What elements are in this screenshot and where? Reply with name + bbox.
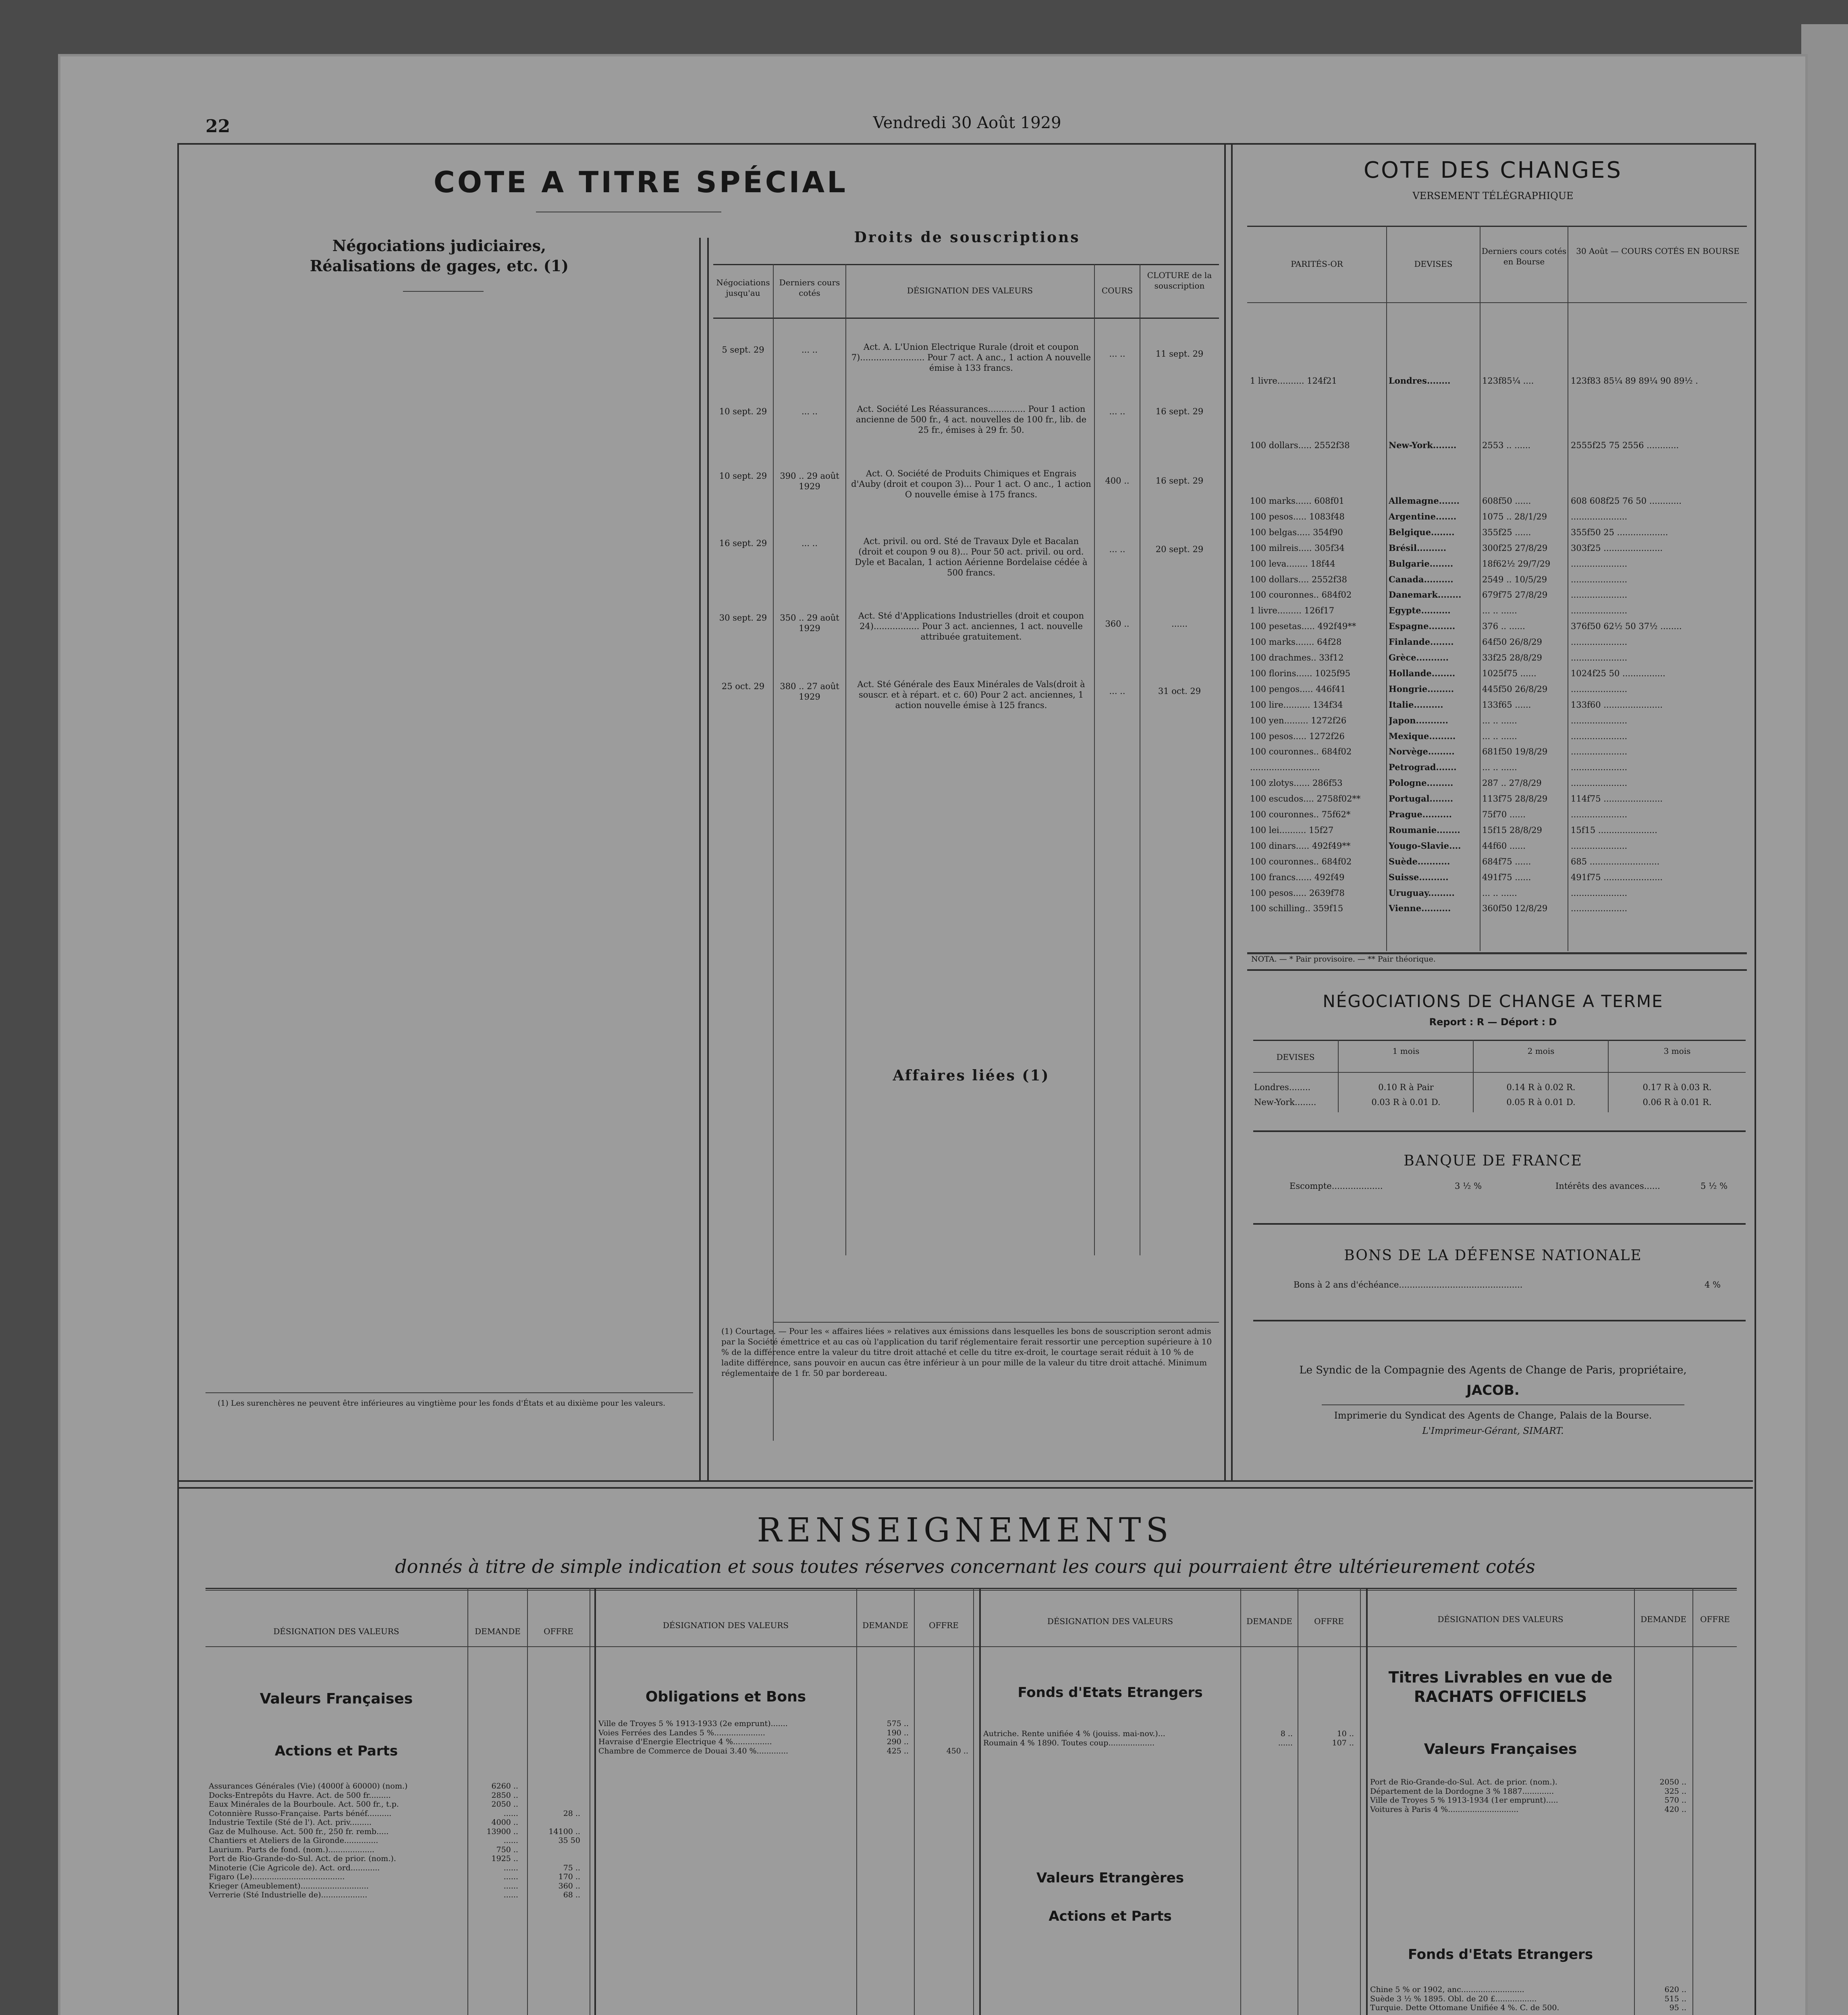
page-number: 22 [206, 116, 230, 137]
rens-demande: 8 .. [1280, 1729, 1293, 1738]
changes-derniers: 75f70 ...... [1482, 810, 1526, 819]
changes-derniers: 681f50 19/8/29 [1482, 747, 1548, 757]
rens-offre: 170 .. [558, 1872, 580, 1881]
rens-header-demande-3: DEMANDE [1246, 1616, 1292, 1626]
changes-parite: 100 couronnes.. 684f02 [1250, 590, 1352, 600]
changes-derniers: 133f65 ...... [1482, 700, 1531, 710]
imprint-name: JACOB. [1466, 1382, 1520, 1398]
changes-derniers: 33f25 28/8/29 [1482, 653, 1542, 663]
changes-header-derniers: Derniers cours cotés en Bourse [1481, 246, 1567, 266]
changes-devise: Hollande........ [1389, 668, 1456, 678]
rens-name: Figaro (Le)...................................... [209, 1872, 345, 1881]
rens-col4-section: Valeurs Françaises [1424, 1741, 1577, 1757]
rens-demande: 570 .. [1664, 1796, 1686, 1805]
changes-devise: Danemark........ [1389, 590, 1462, 600]
changes-parite: .......................... [1250, 762, 1320, 773]
changes-derniers: 287 .. 27/8/29 [1482, 778, 1542, 788]
changes-devise: Suisse.......... [1389, 872, 1449, 882]
changes-devise: Suède........... [1389, 856, 1450, 866]
changes-cours: ..................... [1571, 684, 1628, 694]
rens-col2-section: Obligations et Bons [645, 1689, 806, 1705]
rens-name: Chantiers et Ateliers de la Gironde.............. [209, 1836, 378, 1845]
rens-offre: 75 .. [563, 1863, 580, 1872]
droits-header-cloture: CLOTURE de la souscription [1147, 270, 1212, 291]
changes-derniers: 1075 .. 28/1/29 [1482, 511, 1547, 521]
changes-header-cours: 30 Août — COURS COTÉS EN BOURSE [1576, 246, 1740, 256]
renseignements-title: RENSEIGNEMENTS [757, 1511, 1173, 1550]
rens-demande: 6260 .. [491, 1782, 518, 1791]
changes-cours: 1024f25 50 ................ [1571, 668, 1665, 678]
changes-cours: ..................... [1571, 841, 1628, 851]
rens-offre: 35 50 [558, 1836, 580, 1845]
rens-name: Minoterie (Cie Agricole de). Act. ord............ [209, 1863, 380, 1872]
rens-demande: 2050 .. [1659, 1778, 1686, 1786]
rens-offre: 28 .. [563, 1809, 580, 1818]
rens-demande: ...... [503, 1890, 518, 1899]
rens-name: Verrerie (Sté Industrielle de)................... [209, 1890, 368, 1899]
rens-demande: ...... [503, 1836, 518, 1845]
terme-subtitle: Report : R — Déport : D [1429, 1016, 1557, 1028]
rens-name: Gaz de Mulhouse. Act. 500 fr., 250 fr. remb..... [209, 1827, 389, 1836]
changes-cours: ..................... [1571, 590, 1628, 600]
changes-cours: ..................... [1571, 747, 1628, 757]
rens-demande: ...... [503, 1872, 518, 1881]
changes-derniers: 113f75 28/8/29 [1482, 794, 1548, 804]
changes-devise: Bulgarie........ [1389, 558, 1453, 569]
changes-cours: 2555f25 75 2556 ............ [1571, 440, 1679, 450]
changes-devise: Prague.......... [1389, 809, 1452, 819]
rens-demande: ...... [1278, 1738, 1293, 1747]
imprint-line3: L'Imprimeur-Gérant, SIMART. [1422, 1426, 1564, 1436]
affaires-liees-title: Affaires liées (1) [893, 1067, 1050, 1084]
changes-cours: 133f60 ...................... [1571, 700, 1663, 710]
changes-cours: 685 .......................... [1571, 856, 1660, 866]
changes-derniers: 2553 .. ...... [1482, 440, 1531, 450]
changes-parite: 100 francs...... 492f49 [1250, 872, 1345, 882]
rens-name: Chambre de Commerce de Douai 3.40 %............. [598, 1746, 789, 1755]
rens-header-demande-1: DEMANDE [475, 1627, 521, 1636]
rens-offre: 107 .. [1332, 1738, 1354, 1747]
changes-parite: 100 schilling.. 359f15 [1250, 904, 1343, 914]
changes-devise: Canada.......... [1389, 574, 1453, 584]
rens-col1-section: Valeurs Françaises [260, 1691, 413, 1707]
droits-header-cours: COURS [1101, 286, 1133, 295]
rens-name: Industrie Textile (Sté de l'). Act. priv......... [209, 1818, 372, 1827]
changes-devise: New-York........ [1389, 440, 1457, 450]
changes-devise: Brésil.......... [1389, 542, 1447, 553]
rens-name: Eaux Minérales de la Bourboule. Act. 500 fr., t.p. [209, 1800, 399, 1809]
changes-derniers: 679f75 27/8/29 [1482, 590, 1548, 600]
changes-cours: 123f83 85¼ 89 89¼ 90 89½ . [1571, 376, 1698, 386]
changes-parite: 1 livre......... 126f17 [1250, 606, 1335, 616]
droits-header-negociations: Négociations jusqu'au [716, 278, 770, 298]
changes-cours: 491f75 ...................... [1571, 872, 1663, 882]
changes-parite: 100 florins...... 1025f95 [1250, 668, 1351, 678]
rens-demande: 515 .. [1664, 1994, 1686, 2003]
changes-cours: ..................... [1571, 606, 1628, 616]
changes-parite: 100 marks....... 64f28 [1250, 637, 1342, 647]
changes-derniers: 15f15 28/8/29 [1482, 825, 1542, 835]
changes-parite: 100 couronnes.. 684f02 [1250, 856, 1352, 866]
changes-derniers: 44f60 ...... [1482, 841, 1526, 851]
changes-cours: ..................... [1571, 637, 1628, 647]
changes-derniers: 360f50 12/8/29 [1482, 904, 1548, 914]
changes-devise: Londres........ [1389, 376, 1451, 386]
rens-demande: 575 .. [887, 1719, 909, 1728]
changes-parite: 100 dollars.... 2552f38 [1250, 574, 1347, 584]
rens-offre: 14100 .. [548, 1827, 580, 1836]
terme-header-3mois: 3 mois [1663, 1046, 1691, 1056]
changes-parite: 100 pesetas..... 492f49** [1250, 621, 1356, 632]
changes-cours: 608 608f25 76 50 ............ [1571, 496, 1682, 506]
renseignements-subtitle: donnés à titre de simple indication et sous toutes réserves concernant les cours qui pourraient être ultérieurement cotés [395, 1556, 1535, 1577]
changes-cours: ..................... [1571, 778, 1628, 788]
changes-cours: 15f15 ...................... [1571, 825, 1657, 835]
courtage-note: (1) Courtage. — Pour les « affaires liées » relatives aux émissions dans lesquelles les bons de souscription seront admis par la Société émettrice et au cas où l'application du tarif réglementaire ferait ressortir une perception supérieure à 10 % de la différence entre la valeur du titre droit attaché et celle du titre ex-droit, le courtage serait réduit à 10 % de ladite différence, sans pouvoir en aucun cas être inférieur à un pour mille de la valeur du titre droit attaché. Minimum réglementaire de 1 fr. 50 par bordereau. [721, 1326, 1212, 1378]
changes-derniers: 491f75 ...... [1482, 872, 1531, 882]
rens-demande: 750 .. [496, 1845, 518, 1854]
changes-devise: Egypte.......... [1389, 605, 1451, 616]
terme-header-devises: DEVISES [1276, 1052, 1315, 1062]
rens-demande: 425 .. [887, 1746, 909, 1755]
changes-devise: Allemagne....... [1389, 496, 1460, 506]
rens-demande: ...... [503, 1809, 518, 1818]
changes-subtitle: VERSEMENT TÉLÉGRAPHIQUE [1412, 190, 1574, 202]
rens-demande: ...... [503, 1863, 518, 1872]
rens-name: Voitures à Paris 4 %............................. [1370, 1805, 1519, 1814]
changes-cours: 355f50 25 ................... [1571, 527, 1668, 537]
changes-parite: 100 pesos..... 1083f48 [1250, 511, 1345, 521]
rens-demande: 290 .. [887, 1737, 909, 1746]
rens-name: Département de la Dordogne 3 % 1887............. [1370, 1786, 1554, 1796]
changes-cours: ..................... [1571, 511, 1628, 521]
negociations-note: (1) Les surenchères ne peuvent être inférieures au vingtième pour les fonds d'États et au dixième pour les valeurs. [218, 1399, 666, 1408]
changes-devise: Vienne.......... [1389, 903, 1451, 914]
changes-cours: ..................... [1571, 888, 1628, 898]
changes-parite: 100 dollars..... 2552f38 [1250, 440, 1350, 450]
rens-demande: 1925 .. [491, 1854, 518, 1863]
rens-col3-subsection2: Actions et Parts [1049, 1908, 1172, 1924]
changes-parite: 100 pesos..... 1272f26 [1250, 731, 1345, 741]
changes-derniers: 445f50 26/8/29 [1482, 684, 1548, 694]
rens-name: Voies Ferrées des Landes 5 %..................... [598, 1728, 765, 1737]
negociations-title: Négociations judiciaires, Réalisations de gages, etc. (1) [309, 237, 569, 275]
changes-parite: 100 lire.......... 134f34 [1250, 700, 1343, 710]
changes-devise: Roumanie........ [1389, 825, 1460, 835]
rens-demande: 620 .. [1664, 1985, 1686, 1994]
changes-parite: 100 escudos.... 2758f02** [1250, 794, 1361, 804]
rens-demande: 420 .. [1664, 1805, 1686, 1814]
droits-header-designation: DÉSIGNATION DES VALEURS [907, 286, 1033, 295]
changes-derniers: 2549 .. 10/5/29 [1482, 574, 1547, 584]
changes-derniers: 18f62½ 29/7/29 [1482, 559, 1551, 569]
changes-parite: 100 lei.......... 15f27 [1250, 825, 1334, 835]
changes-cours: ..................... [1571, 559, 1628, 569]
rens-name: Autriche. Rente unifiée 4 % (jouiss. mai-nov.)... [983, 1729, 1165, 1738]
changes-devise: Yougo-Slavie.... [1389, 840, 1461, 851]
changes-parite: 100 marks...... 608f01 [1250, 496, 1345, 506]
rens-name: Roumain 4 % 1890. Toutes coup................... [983, 1738, 1155, 1747]
changes-derniers: ... .. ...... [1482, 762, 1517, 773]
changes-devise: Mexique......... [1389, 731, 1456, 741]
changes-devise: Grèce........... [1389, 652, 1449, 663]
rens-demande: 95 .. [1669, 2003, 1686, 2012]
changes-cours: 303f25 ...................... [1571, 543, 1663, 553]
rens-demande: 4000 .. [491, 1818, 518, 1827]
rens-name: Turquie. Dette Ottomane Unifiée 4 %. C. de 500. [1370, 2003, 1559, 2012]
changes-derniers: 300f25 27/8/29 [1482, 543, 1548, 553]
adjacent-page-edge [1801, 24, 1848, 2015]
rens-demande: 325 .. [1664, 1786, 1686, 1796]
changes-cours: ..................... [1571, 653, 1628, 663]
changes-parite: 100 leva........ 18f44 [1250, 559, 1335, 569]
page-date: Vendredi 30 Août 1929 [873, 114, 1061, 132]
rens-name: Havraise d'Energie Electrique 4 %................ [598, 1737, 772, 1746]
changes-derniers: 123f85¼ .... [1482, 376, 1534, 386]
droits-header-derniers: Derniers cours cotés [779, 278, 840, 298]
rens-header-offre-2: OFFRE [929, 1620, 959, 1630]
changes-parite: 100 couronnes.. 684f02 [1250, 747, 1352, 757]
changes-parite: 100 couronnes.. 75f62* [1250, 810, 1351, 819]
rens-offre: 450 .. [946, 1746, 968, 1755]
rens-col4-title2: RACHATS OFFICIELS [1414, 1688, 1587, 1705]
changes-cours: 114f75 ...................... [1571, 794, 1663, 804]
rens-col3-section: Fonds d'Etats Etrangers [1017, 1685, 1203, 1701]
rens-header-offre-3: OFFRE [1314, 1616, 1344, 1626]
imprint-line1: Le Syndic de la Compagnie des Agents de Change de Paris, propriétaire, [1299, 1364, 1687, 1376]
bons-line-label: Bons à 2 ans d'échéance.............................................. [1294, 1280, 1523, 1290]
changes-parite: 100 yen......... 1272f26 [1250, 715, 1347, 725]
changes-derniers: 376 .. ...... [1482, 621, 1525, 632]
rens-name: Port de Rio-Grande-do-Sul. Act. de prior. (nom.). [209, 1854, 396, 1863]
rens-header-designation-1: DÉSIGNATION DES VALEURS [273, 1627, 399, 1636]
changes-derniers: ... .. ...... [1482, 888, 1517, 898]
changes-devise: Petrograd....... [1389, 762, 1457, 773]
changes-devise: Hongrie......... [1389, 683, 1454, 694]
changes-parite: 100 drachmes.. 33f12 [1250, 653, 1344, 663]
rens-demande: 2850 .. [491, 1791, 518, 1800]
changes-devise: Italie.......... [1389, 699, 1443, 710]
changes-cours: ..................... [1571, 904, 1628, 914]
imprint-line2: Imprimerie du Syndicat des Agents de Change, Palais de la Bourse. [1334, 1410, 1652, 1421]
changes-cours: ..................... [1571, 810, 1628, 819]
bons-line-value: 4 % [1705, 1280, 1721, 1290]
changes-derniers: ... .. ...... [1482, 715, 1517, 725]
rens-demande: 190 .. [887, 1728, 909, 1737]
changes-parite: 100 dinars..... 492f49** [1250, 841, 1351, 851]
banque-escompte-value: 3 ½ % [1455, 1181, 1482, 1191]
rens-name: Cotonnière Russo-Française. Parts bénéf.......... [209, 1809, 392, 1818]
rens-name: Ville de Troyes 5 % 1913-1934 (1er emprunt)..... [1370, 1796, 1558, 1805]
changes-cours: ..................... [1571, 574, 1628, 584]
changes-parite: 100 pesos..... 2639f78 [1250, 888, 1345, 898]
changes-derniers: ... .. ...... [1482, 606, 1517, 616]
changes-parite: 100 milreis..... 305f34 [1250, 543, 1345, 553]
rens-header-offre-1: OFFRE [544, 1627, 573, 1636]
changes-devise: Belgique........ [1389, 527, 1455, 537]
rens-demande: 2050 .. [491, 1800, 518, 1809]
changes-devise: Portugal........ [1389, 794, 1453, 804]
changes-derniers: 684f75 ...... [1482, 856, 1531, 866]
rens-header-offre-4: OFFRE [1700, 1614, 1730, 1624]
changes-nota: NOTA. — * Pair provisoire. — ** Pair théorique. [1251, 955, 1436, 964]
changes-devise: Norvège......... [1389, 746, 1455, 757]
rens-name: Assurances Générales (Vie) (4000f à 60000) (nom.) [209, 1782, 408, 1791]
cote-special-title: COTE A TITRE SPÉCIAL [434, 165, 848, 199]
rens-col4-title1: Titres Livrables en vue de [1388, 1668, 1613, 1686]
droits-title: Droits de souscriptions [854, 229, 1080, 246]
rens-col1-subsection: Actions et Parts [274, 1743, 398, 1759]
changes-cours: ..................... [1571, 762, 1628, 773]
changes-devise: Argentine....... [1389, 511, 1457, 521]
rens-name: Port de Rio-Grande-do-Sul. Act. de prior. (nom.). [1370, 1778, 1557, 1786]
changes-parite: 100 pengos..... 446f41 [1250, 684, 1346, 694]
rens-header-designation-2: DÉSIGNATION DES VALEURS [662, 1620, 789, 1630]
terme-header-1mois: 1 mois [1392, 1046, 1420, 1056]
rens-offre: 68 .. [563, 1890, 580, 1899]
changes-cours: ..................... [1571, 731, 1628, 741]
newspaper-page: 22 Vendredi 30 Août 1929 COTE A TITRE SPÉCIAL Négociations judiciaires, Réalisations de gages, etc. (1) (1) Les surenchères ne peuvent être inférieures au vingtième pour les fonds d'États et au dixième pour les valeurs. Droits de souscriptions Négociations jusqu'au Derniers cours cotés DÉSIGNATION DES VALEURS COURS CLOTURE de la souscription 5 sept. 29 ... .. Act. A. L'Union Electrique Rurale (droit et coupon 7)........................ Pour 7 act. A anc., 1 action A nouvelle émise à 133 francs. ... .. 11 sept. 29 10 sept. 29 ... .. Act. Société Les Réassurances.............. Pour 1 action ancienne de 500 fr., 4 act. nouvelles de 100 fr., lib. de 25 fr., émises à 29 fr. 50. ... .. 16 sept. 29 10 sept. 29 390 .. 29 août 1929 Act. O. Société de Produits Chimiques et Engrais d'Auby (droit et coupon 3)... Pour 1 act. O anc., 1 action O nouvelle émise à 175 francs. 400 .. 16 sept. 29 16 sept. 29 ... .. Act. privil. ou ord. Sté de Travaux Dyle et Bacalan (droit et coupon 9 ou 8)... Pour 50 act. privil. ou ord. Dyle et Bacalan, 1 action Aérienne Bordelaise cédée à 500 francs. ... .. 20 sept. 29 30 sept. 29 350 .. 29 août 1929 Act. Sté d'Applications Industrielles (droit et coupon 24)................. Pour 3 act. anciennes, 1 act. nouvelle attribuée gratuitement. 360 .. ...... 25 oct. 29 380 .. 27 août 1929 Act. Sté Générale des Eaux Minérales de Vals(droit à souscr. et à répart. et c. 60) Pour 2 act. anciennes, 1 action nouvelle émise à 125 francs. ... .. 31 oct. 29 Affaires liées (1) (1) Courtage. — Pour les « affaires liées » relatives aux émissions dans lesquelles les bons de souscription seront admis par la Société émettrice et au cas où l'application du tarif réglementaire ferait ressortir une perception supérieure à 10 % de la différence entre la valeur du titre droit attaché et celle du titre ex-droit, le courtage serait réduit à 10 % de ladite différence, sans pouvoir en aucun cas être inférieur à un pour mille de la valeur du titre droit attaché. Minimum réglementaire de 1 fr. 50 par bordereau. COTE DES CHANGES VERSEMENT TÉLÉGRAPHIQUE PARITÉS-OR DEVISES Derniers cours cotés en Bourse 30 Août — COURS COTÉS EN BOURSE 1 livre.......... 124f21 Londres........ 123f85¼ .... 123f83 85¼ 89 89¼ 90 89½ . 100 dollars..... 2552f38 New-York........ 2553 .. ...... 2555f25 75 2556 ............ 100 marks...... 608f01 Allemagne....... 608f50 ...... 608 608f25 76 50 ............ 100 pesos..... 1083f48 Argentine....... 1075 .. 28/1/29 ..................... 100 belgas..... 354f90 Belgique........ 355f25 ...... 355f50 25 ................... 100 milreis..... 305f34 Brésil.......... 300f25 27/8/29 303f25 ...................... 100 leva........ 18f44 Bulgarie........ 18f62½ 29/7/29 ..................... 100 dollars.... 2552f38 Canada.......... 2549 .. 10/5/29 ..................... 100 couronnes.. 684f02 Danemark........ 679f75 27/8/29 ..................... 1 livre......... 126f17 Egypte.......... ... .. ...... ..................... 100 pesetas..... 492f49** Espagne......... 376 .. ...... 376f50 62½ 50 37½ ........ 100 marks....... 64f28 Finlande........ 64f50 26/8/29 ..................... 100 drachmes.. 33f12 Grèce........... 33f25 28/8/29 ..................... 100 florins...... 1025f95 Hollande........ 1025f75 ...... 1024f25 50 ................ 100 pengos..... 446f41 Hongrie......... 445f50 26/8/29 ..................... 100 lire.......... 134f34 Italie.......... 133f65 ...... 133f60 ...................... 100 yen......... 1272f26 Japon........... ... .. ...... ..................... 100 pesos..... 1272f26 Mexique......... ... .. ...... ..................... 100 couronnes.. 684f02 Norvège......... 681f50 19/8/29 ..................... .......................... Petrograd....... ... .. ...... ..................... 100 zlotys...... 286f53 Pologne......... 287 .. 27/8/29 ..................... 100 escudos.... 2758f02** Portugal........ 113f75 28/8/29 114f75 ...................... 100 couronnes.. 75f62* Prague.......... 75f70 ...... ..................... 100 lei.......... 15f27 Roumanie........ 15f15 28/8/29 15f15 ...................... 100 dinars..... 492f49** Yougo-Slavie.... 44f60 ...... ..................... 100 couronnes.. 684f02 Suède........... 684f75 ...... 685 .......................... 100 francs...... 492f49 Suisse.......... 491f75 ...... 491f75 ...................... 100 pesos..... 2639f78 Uruguay......... ... .. ...... ..................... 100 schilling.. 359f15 Vienne.......... 360f50 12/8/29 ..................... NOTA. — * Pair provisoire. — ** Pair théorique. NÉGOCIATIONS DE CHANGE A TERME Report : R — Déport : D DEVISES 1 mois 2 mois 3 mois Londres........ 0.10 R à Pair 0.14 R à 0.02 R. 0.17 R à 0.03 R. New-York........ 0.03 R à 0.01 D. 0.05 R à 0.01 D. 0.06 R à 0.01 R. BANQUE DE FRANCE Escompte................... 3 ½ % Intérêts des avances...... 5 ½ % BONS DE LA DÉFENSE NATIONALE Bons à 2 ans d'échéance.............................................. 4 % Le Syndic de la Compagnie des Agents de Change de Paris, propriétaire, JACOB. Imprimerie du Syndicat des Agents de Change, Palais de la Bourse. L'Imprimeur-Gérant, SIMART. RENSEIGNEMENTS donnés à titre de simple indication et sous toutes réserves concernant les cours qui pourraient être ultérieurement cotés DÉSIGNATION DES VALEURS DEMANDE OFFRE DÉSIGNATION DES VALEURS DEMANDE OFFRE DÉSIGNATION DES VALEURS DEMANDE OFFRE DÉSIGNATION DES VALEURS DEMANDE OFFRE Valeurs Françaises Actions et Parts Assurances Générales (Vie) (4000f à 60000) (nom.) 6260 .. Docks-Entrepôts du Havre. Act. de 500 fr......... 2850 .. Eaux Minérales de la Bourboule. Act. 500 fr., t.p. 2050 .. Cotonnière Russo-Française. Parts bénéf.......... ...... 28 .. Industrie Textile (Sté de l'). Act. priv......... 4000 .. Gaz de Mulhouse. Act. 500 fr., 250 fr. remb..... 13900 .. 14100 .. Chantiers et Ateliers de la Gironde.............. ...... 35 50 Laurium. Parts de fond. (nom.)................... 750 .. Port de Rio-Grande-do-Sul. Act. de prior. (nom.). 1925 .. Minoterie (Cie Agricole de). Act. ord............ ...... 75 .. Figaro (Le)...................................... ...... 170 .. Krieger (Ameublement)............................ ...... 360 .. Verrerie (Sté Industrielle de)................... ...... 68 .. Obligations et Bons Ville de Troyes 5 % 1913-1933 (2e emprunt)....... 575 .. Voies Ferrées des Landes 5 %..................... 190 .. Havraise d'Energie Electrique 4 %................ 290 .. Chambre de Commerce de Douai 3.40 %............. 425 .. 450 .. Fonds d'Etats Etrangers Autriche. Rente unifiée 4 % (jouiss. mai-nov.)... 8 .. 10 .. Roumain 4 % 1890. Toutes coup................... ...... 107 .. Valeurs Etrangères Actions et Parts Titres Livrables en vue de RACHATS OFFICIELS Valeurs Françaises Fonds d'Etats Etrangers Port de Rio-Grande-do-Sul. Act. de prior. (nom.). 2050 .. Département de la Dordogne 3 % 1887............. 325 .. Ville de Troyes 5 % 1913-1934 (1er emprunt)..... 570 .. Voitures à Paris 4 %............................. 420 .. Chine 5 % or 1902, anc.......................... 620 .. Suède 3 ½ % 1895. Obl. de 20 £................. 515 .. Turquie. Dette Ottomane Unifiée 4 %. C. de 500. 95 .. [60, 56, 1805, 2015]
changes-derniers: 1025f75 ...... [1482, 668, 1537, 678]
changes-cours: ..................... [1571, 715, 1628, 725]
terme-header-2mois: 2 mois [1527, 1046, 1555, 1056]
rens-header-demande-2: DEMANDE [862, 1620, 908, 1630]
changes-parite: 100 belgas..... 354f90 [1250, 527, 1343, 537]
changes-header-parites: PARITÉS-OR [1291, 259, 1343, 269]
banque-interets-value: 5 ½ % [1701, 1181, 1728, 1191]
rens-name: Docks-Entrepôts du Havre. Act. de 500 fr......... [209, 1791, 391, 1800]
changes-parite: 100 zlotys...... 286f53 [1250, 778, 1343, 788]
changes-parite: 1 livre.......... 124f21 [1250, 376, 1337, 386]
rens-name: Chine 5 % or 1902, anc.......................... [1370, 1985, 1524, 1994]
rens-header-demande-4: DEMANDE [1640, 1614, 1686, 1624]
rens-name: Suède 3 ½ % 1895. Obl. de 20 £................. [1370, 1994, 1537, 2003]
banque-title: BANQUE DE FRANCE [1404, 1153, 1582, 1169]
changes-devise: Espagne......... [1389, 621, 1456, 632]
rens-demande: 13900 .. [486, 1827, 518, 1836]
bons-title: BONS DE LA DÉFENSE NATIONALE [1344, 1247, 1642, 1264]
rens-name: Laurium. Parts de fond. (nom.)................... [209, 1845, 375, 1854]
changes-header-devises: DEVISES [1414, 259, 1453, 269]
changes-devise: Japon........... [1389, 715, 1448, 725]
changes-derniers: 608f50 ...... [1482, 496, 1531, 506]
banque-escompte-label: Escompte................... [1289, 1181, 1383, 1191]
rens-col4-section2: Fonds d'Etats Etrangers [1408, 1946, 1593, 1963]
banque-interets-label: Intérêts des avances...... [1555, 1181, 1660, 1191]
rens-demande: ...... [503, 1881, 518, 1890]
rens-name: Krieger (Ameublement)............................ [209, 1881, 369, 1890]
changes-devise: Pologne......... [1389, 778, 1453, 788]
changes-devise: Uruguay......... [1389, 887, 1455, 898]
rens-name: Ville de Troyes 5 % 1913-1933 (2e emprunt)....... [598, 1719, 788, 1728]
rens-offre: 360 .. [558, 1881, 580, 1890]
rens-header-designation-4: DÉSIGNATION DES VALEURS [1437, 1614, 1564, 1624]
changes-derniers: 355f25 ...... [1482, 527, 1531, 537]
rens-col3-section2: Valeurs Etrangères [1036, 1870, 1184, 1886]
changes-cours: 376f50 62½ 50 37½ ........ [1571, 621, 1682, 632]
rens-header-designation-3: DÉSIGNATION DES VALEURS [1047, 1616, 1173, 1626]
rens-offre: 10 .. [1337, 1729, 1354, 1738]
terme-title: NÉGOCIATIONS DE CHANGE A TERME [1323, 991, 1663, 1011]
changes-derniers: ... .. ...... [1482, 731, 1517, 741]
changes-devise: Finlande........ [1389, 637, 1454, 647]
changes-derniers: 64f50 26/8/29 [1482, 637, 1542, 647]
changes-title: COTE DES CHANGES [1363, 157, 1623, 183]
